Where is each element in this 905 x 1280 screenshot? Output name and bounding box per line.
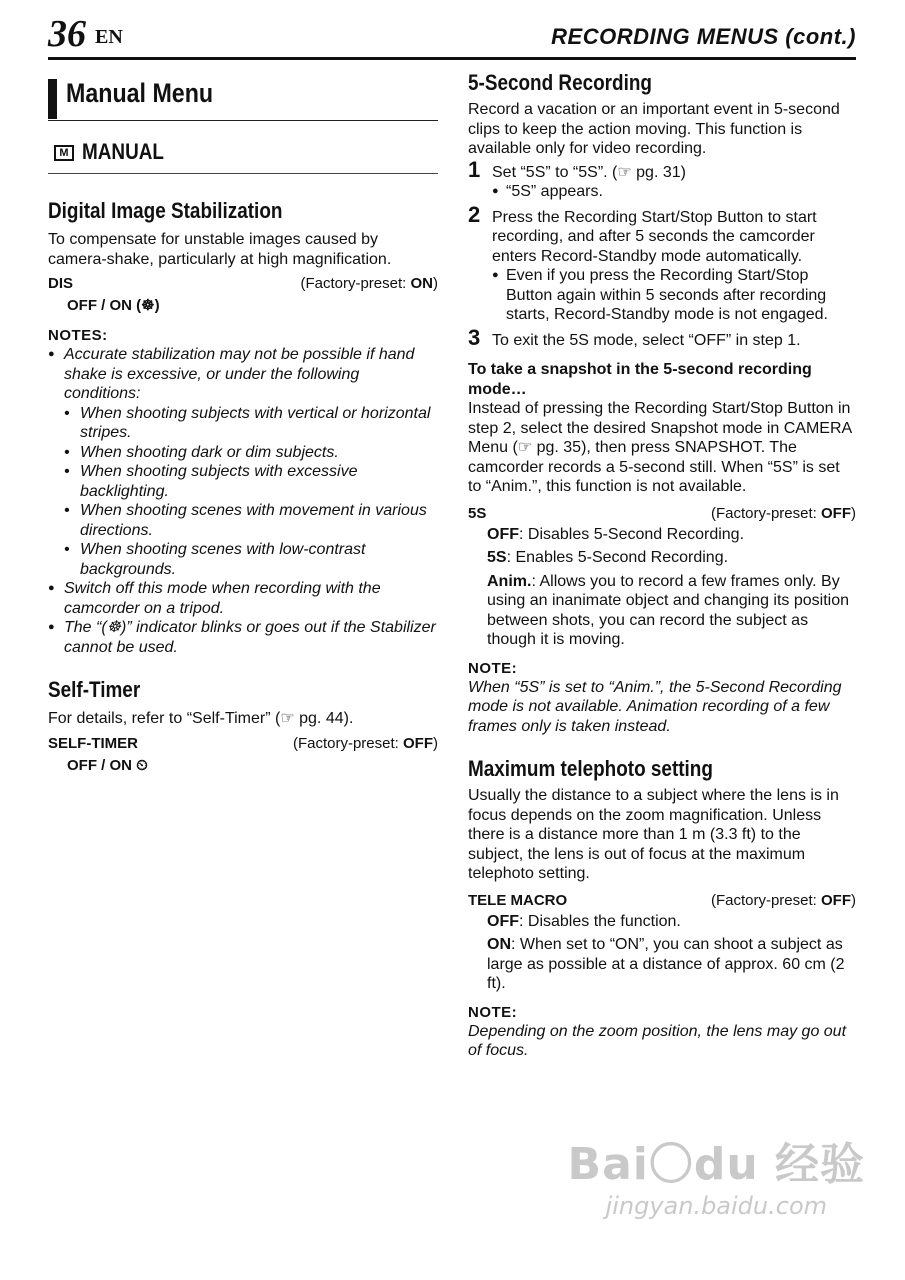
step-3: 3 To exit the 5S mode, select “OFF” in step 1.	[468, 324, 801, 350]
step-1: 1 Set “5S” to “5S”. (☞ pg. 31)	[468, 156, 686, 182]
tele-setting-row	[468, 890, 856, 912]
self-timer-options: OFF / ON ⏲	[67, 756, 148, 774]
note-subbullet: • When shooting scenes with movement in various directions.	[48, 501, 438, 540]
five-sec-setting-row	[468, 503, 856, 525]
note-bullet: ● The “(☸)” indicator blinks or goes out if the Stabilizer cannot be used.	[48, 618, 438, 657]
dis-description: To compensate for unstable images caused by camera-shake, particularly at high magnification.	[48, 231, 392, 268]
dis-setting-row	[48, 273, 438, 295]
step-1-bullet: ● “5S” appears.	[468, 182, 856, 202]
note-text: When “5S” is set to “Anim.”, the 5-Second Recording mode is not available. Animation recording of a few frames only is taken instead.	[468, 678, 842, 735]
option-anim: Anim.: Allows you to record a few frames only. By using an inanimate object and changing its position between shots, you can record the subject as though it is moving.	[487, 572, 850, 648]
note-subbullet: • When shooting dark or dim subjects.	[48, 443, 438, 463]
note-subbullet: • When shooting subjects with excessive backlighting.	[48, 462, 438, 501]
tele-factory-preset: (Factory-preset: OFF)	[710, 891, 856, 909]
section-title-tele: Maximum telephoto setting	[468, 756, 713, 781]
note-heading: NOTE:	[468, 659, 518, 677]
watermark-logo: Bai〇du 经验	[567, 1139, 865, 1190]
right-column	[468, 70, 856, 1061]
watermark	[568, 1128, 865, 1220]
snapshot-heading: To take a snapshot in the 5-second recording mode…	[468, 361, 812, 398]
header-rule	[48, 57, 856, 60]
step-2: 2 Press the Recording Start/Stop Button to start recording, and after 5 seconds the camcorder enters Record-Standby mode automatically.	[468, 201, 817, 265]
tele-note-text: Depending on the zoom position, the lens may go out of focus.	[468, 1022, 847, 1059]
submenu-heading	[48, 135, 438, 174]
submenu-label: MANUAL	[82, 139, 164, 164]
left-column	[48, 74, 438, 777]
note-subbullet: • When shooting subjects with vertical or horizontal stripes.	[48, 404, 438, 443]
page-number: 36	[48, 13, 86, 55]
page-header	[48, 14, 856, 58]
chapter-title: Manual Menu	[66, 78, 214, 108]
note-subbullet: • When shooting scenes with low-contrast backgrounds.	[48, 540, 438, 579]
option-off: OFF: Disables 5-Second Recording.	[487, 525, 745, 543]
tele-option-off: OFF: Disables the function.	[487, 912, 681, 930]
dis-factory-preset: (Factory-preset: ON)	[300, 275, 438, 292]
self-timer-setting-row	[48, 733, 438, 755]
five-sec-description: Record a vacation or an important event in 5-second clips to keep the action moving. This function is available only for video recording.	[468, 101, 840, 157]
step-2-bullet: ● Even if you press the Recording Start/Stop Button again within 5 seconds after recording starts, Record-Standby mode is not engaged.	[468, 266, 856, 325]
running-head: RECORDING MENUS (cont.)	[551, 24, 856, 49]
dis-setting-name: DIS	[48, 275, 74, 292]
note-bullet: ● Switch off this mode when recording with the camcorder on a tripod.	[48, 579, 438, 618]
tele-description: Usually the distance to a subject where the lens is in focus depends on the zoom magnification. Unless there is a distance more than 1 m (3.3 ft) to the subject, the lens is out of focus at the maximum telephoto setting.	[468, 787, 839, 882]
five-sec-setting-name: 5S	[468, 504, 487, 522]
watermark-url: jingyan.baidu.com	[605, 1192, 828, 1220]
notes-heading: NOTES:	[48, 327, 108, 344]
five-sec-factory-preset: (Factory-preset: OFF)	[710, 504, 856, 522]
snapshot-description: Instead of pressing the Recording Start/Stop Button in step 2, select the desired Snapshot mode in CAMERA Menu (☞ pg. 35), then press SNAPSHOT. The camcorder records a 5-second still. When “5S” is set to “Anim.”, this function is not available.	[468, 400, 852, 495]
chapter-heading	[48, 74, 438, 121]
dis-options: OFF / ON (☸)	[67, 297, 160, 314]
manual-mode-icon: M	[54, 145, 74, 161]
option-5s: 5S: Enables 5-Second Recording.	[487, 549, 729, 566]
chapter-bar	[48, 79, 57, 119]
section-title-dis: Digital Image Stabilization	[48, 198, 283, 223]
section-title-5-second: 5-Second Recording	[468, 70, 652, 95]
tele-note-heading: NOTE:	[468, 1003, 518, 1021]
tele-option-on: ON: When set to “ON”, you can shoot a subject as large as possible at a distance of approx. 60 cm (2 ft).	[487, 936, 845, 992]
section-title-self-timer: Self-Timer	[48, 677, 141, 702]
note-bullet: ● Accurate stabilization may not be possible if hand shake is excessive, or under the following conditions:	[48, 345, 438, 404]
tele-setting-name: TELE MACRO	[468, 891, 568, 909]
self-timer-setting-name: SELF-TIMER	[48, 734, 138, 752]
self-timer-factory-preset: (Factory-preset: OFF)	[292, 734, 438, 752]
self-timer-description: For details, refer to “Self-Timer” (☞ pg. 44).	[48, 710, 354, 727]
page-language: EN	[95, 26, 123, 48]
